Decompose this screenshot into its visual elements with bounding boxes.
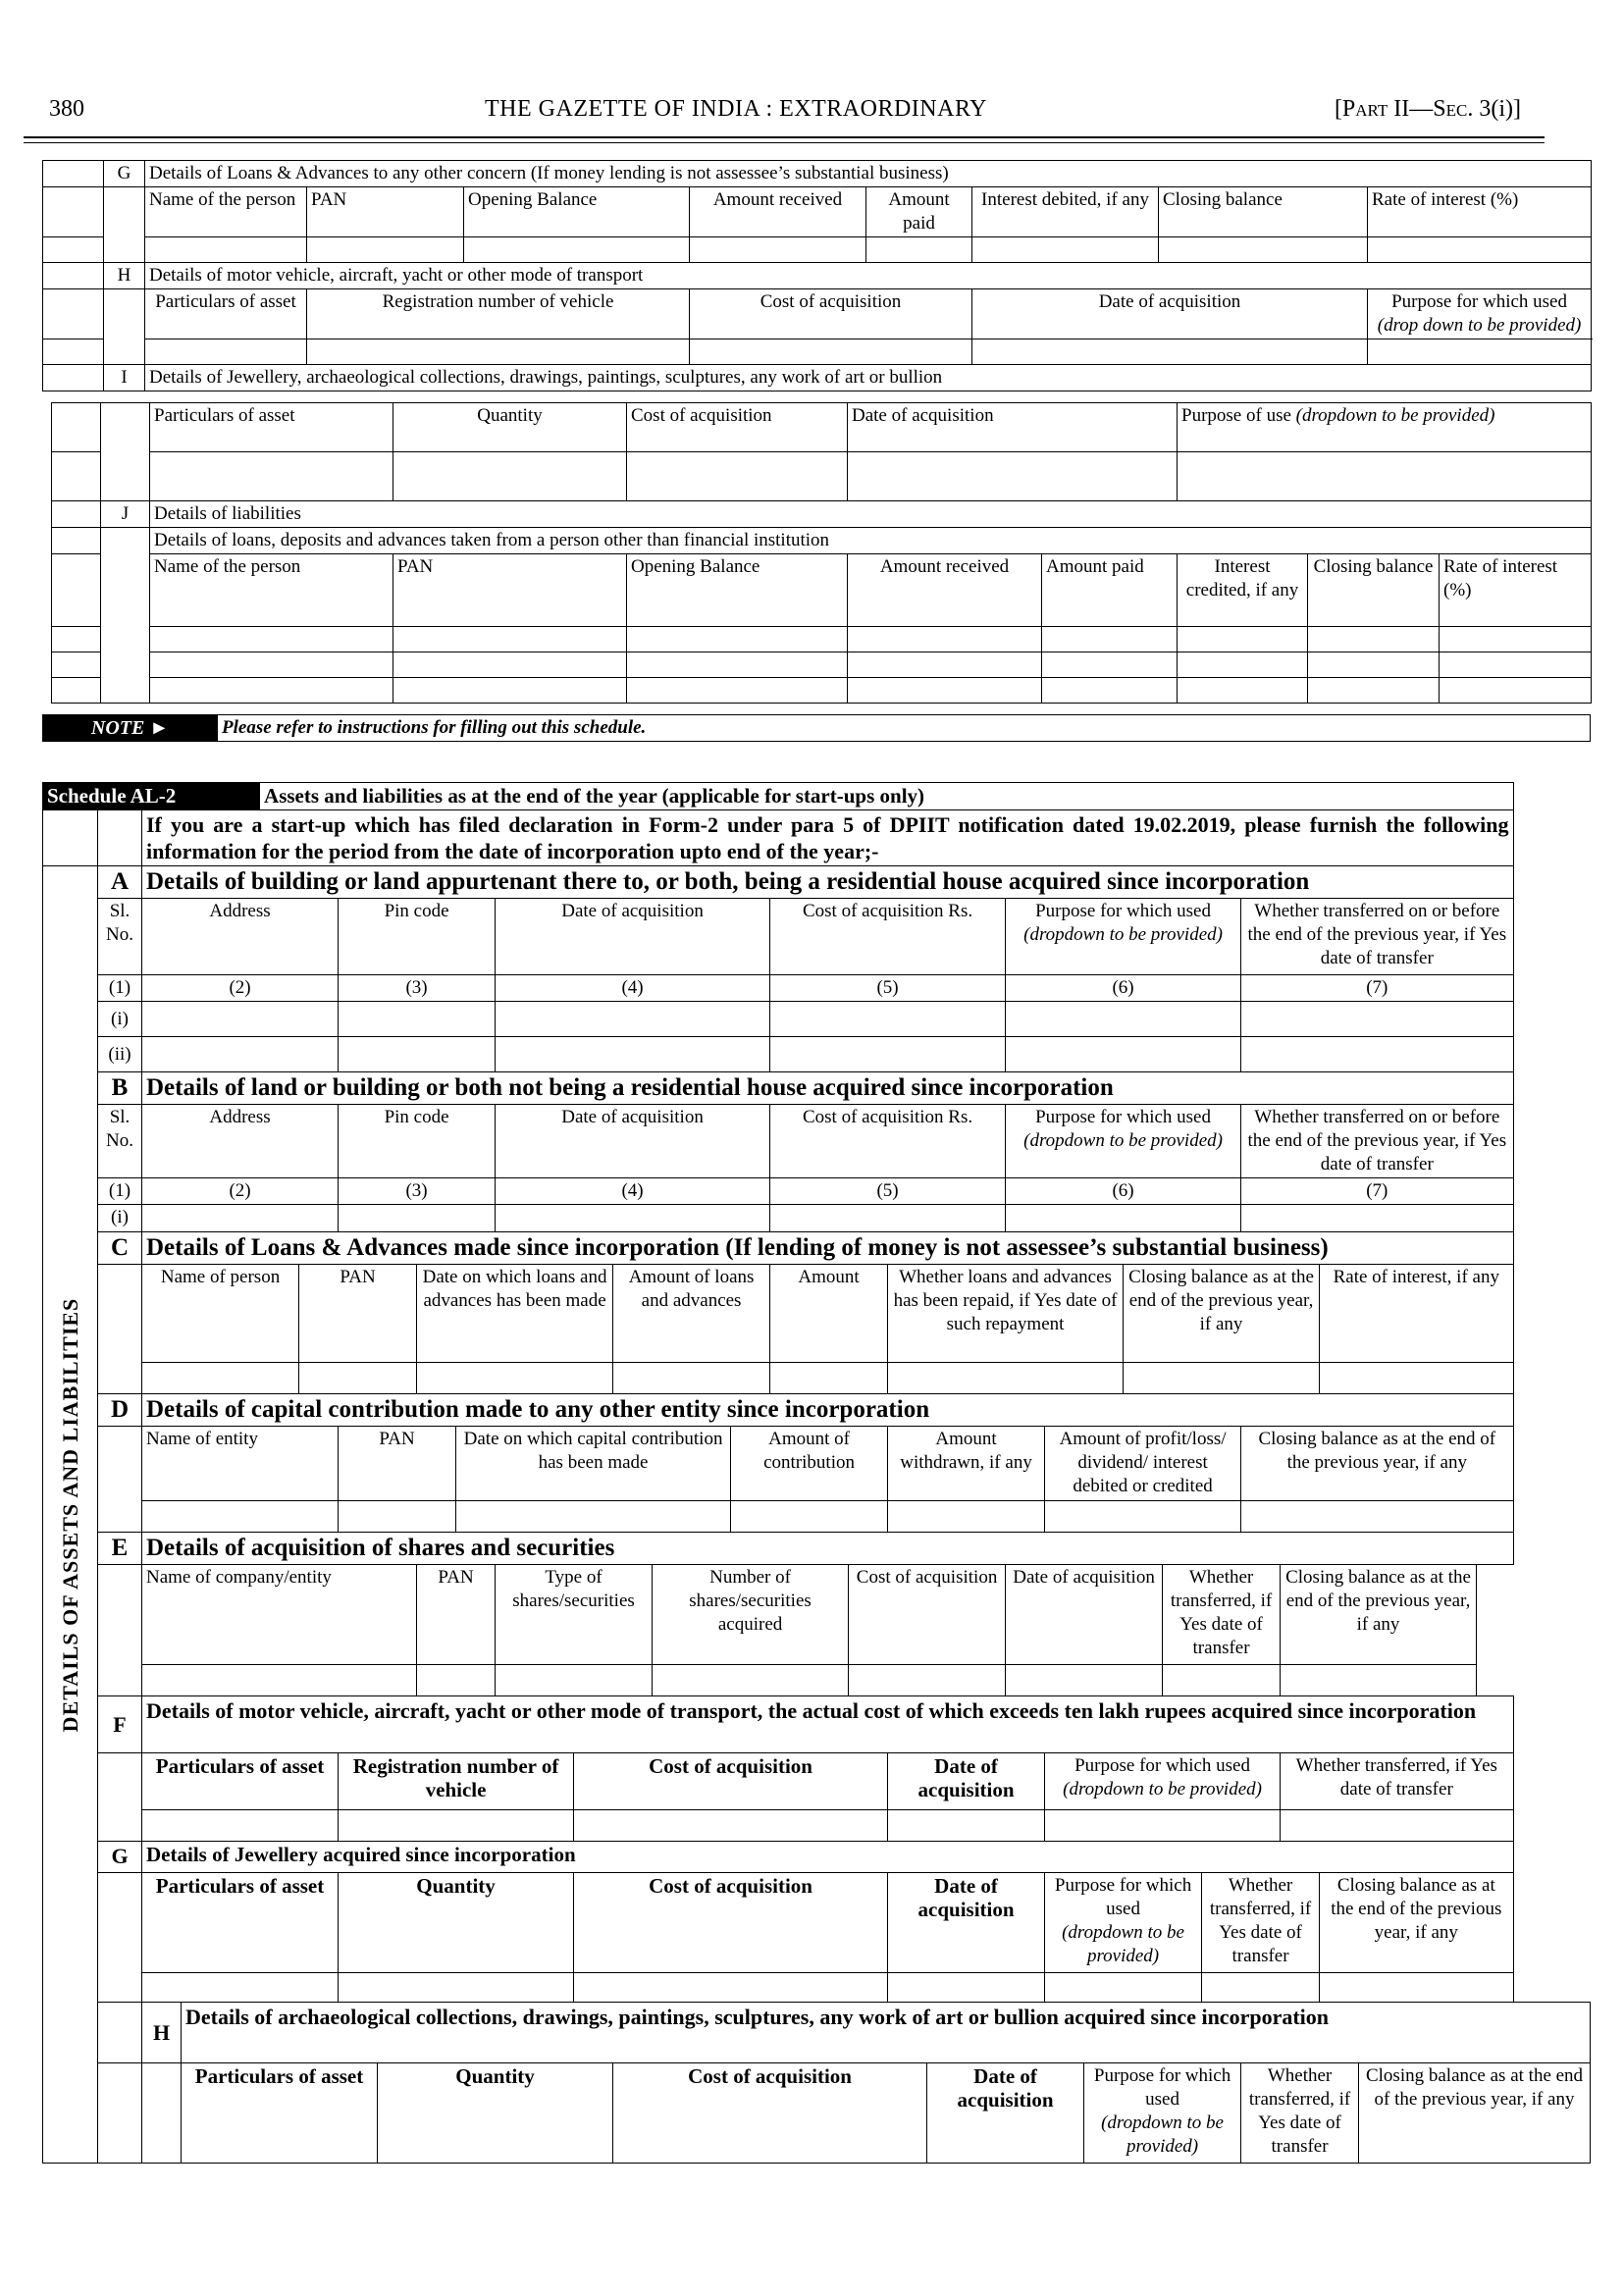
- column-header: Type of shares/securities: [496, 1565, 653, 1665]
- section-letter: G: [104, 161, 145, 187]
- column-header: Purpose for which used (dropdown to be provided): [1045, 1753, 1281, 1810]
- section-g-header-row: [43, 187, 1592, 237]
- column-header: Cost of acquisition Rs.: [770, 899, 1006, 975]
- section-d-header-row: [43, 1427, 1591, 1501]
- column-header: Purpose for which used (dropdown to be provided): [1006, 899, 1241, 975]
- side-label: DETAILS OF ASSETS AND LIABILITIES: [43, 866, 98, 2164]
- input-cell[interactable]: [417, 1665, 496, 1696]
- input-cell[interactable]: [848, 452, 1178, 501]
- section-h-title-row: [43, 2003, 1591, 2063]
- table-row: [52, 678, 1592, 704]
- column-header: Purpose for which used (dropdown to be provided): [1006, 1105, 1241, 1178]
- section-h-header-row: [43, 289, 1592, 339]
- input-cell[interactable]: [464, 237, 690, 263]
- input-cell[interactable]: [1178, 678, 1308, 704]
- input-cell[interactable]: [574, 1810, 888, 1842]
- column-header: PAN: [299, 1265, 417, 1363]
- input-cell[interactable]: [848, 627, 1042, 652]
- al1-table-lower: [51, 402, 1592, 704]
- input-cell[interactable]: [1045, 1501, 1241, 1533]
- input-cell[interactable]: [150, 652, 393, 678]
- section-i-title-row: [43, 365, 1592, 391]
- table-row: [43, 1665, 1591, 1696]
- input-cell[interactable]: [1178, 627, 1308, 652]
- input-cell[interactable]: [1241, 1501, 1513, 1533]
- column-header: Cost of acquisition: [574, 1753, 888, 1810]
- table-row: [43, 237, 1592, 263]
- table-row: [52, 627, 1592, 652]
- column-header: Number of shares/securities acquired: [653, 1565, 849, 1665]
- column-header: PAN: [393, 554, 627, 627]
- column-header: Rate of interest (%): [1368, 187, 1592, 237]
- input-cell[interactable]: [690, 339, 972, 365]
- table-row: [43, 1002, 1591, 1037]
- input-cell[interactable]: [731, 1501, 888, 1533]
- column-header: Purpose for which used (drop down to be provided): [1368, 289, 1592, 339]
- input-cell[interactable]: [888, 1810, 1045, 1842]
- input-cell[interactable]: [339, 1037, 496, 1072]
- input-cell[interactable]: [339, 1810, 574, 1842]
- section-c-title-row: [43, 1232, 1591, 1265]
- column-header: PAN: [307, 187, 464, 237]
- column-header: Sl. No.: [98, 899, 142, 975]
- input-cell[interactable]: [972, 237, 1159, 263]
- dropdown-note: (dropdown to be provided): [1295, 405, 1495, 426]
- section-letter: I: [104, 365, 145, 391]
- section-g-title-row: [43, 161, 1592, 187]
- column-header: Amount received: [690, 187, 866, 237]
- input-cell[interactable]: [1006, 1002, 1241, 1037]
- column-header: Date of acquisition: [972, 289, 1368, 339]
- input-cell[interactable]: [393, 627, 627, 652]
- input-cell[interactable]: [1178, 452, 1592, 501]
- column-header: Name of the person: [150, 554, 393, 627]
- table-row: [43, 1205, 1591, 1232]
- column-header: PAN: [417, 1565, 496, 1665]
- input-cell[interactable]: [848, 678, 1042, 704]
- column-header: Date of acquisition: [496, 1105, 770, 1178]
- input-cell[interactable]: [1241, 1037, 1513, 1072]
- section-h-header-row: [43, 2063, 1591, 2164]
- section-title: Details of Loans & Advances to any other concern (If money lending is not assessee’s substantial business): [145, 161, 1592, 187]
- column-number-row: (1) (2) (3) (4) (5) (6) (7): [43, 1178, 1591, 1205]
- column-header: Pin code: [339, 899, 496, 975]
- column-header: Amount: [770, 1265, 888, 1363]
- column-header: Address: [142, 1105, 339, 1178]
- input-cell[interactable]: [339, 1973, 574, 2003]
- input-cell[interactable]: [1045, 1810, 1281, 1842]
- part-section: [Part II—Sec. 3(i)]: [1334, 96, 1521, 122]
- column-header: Date of acquisition: [888, 1873, 1045, 1973]
- input-cell[interactable]: [770, 1002, 1006, 1037]
- section-letter: J: [101, 501, 150, 528]
- input-cell[interactable]: [627, 678, 848, 704]
- column-header: Date on which loans and advances has been made: [417, 1265, 613, 1363]
- intro-row: [43, 810, 1591, 866]
- input-cell[interactable]: [1163, 1665, 1281, 1696]
- column-header: Purpose of use (dropdown to be provided): [1178, 403, 1592, 452]
- column-header: Date of acquisition: [496, 899, 770, 975]
- input-cell[interactable]: [770, 1205, 1006, 1232]
- column-number-row: (1) (2) (3) (4) (5) (6) (7): [43, 975, 1591, 1002]
- column-header: Closing balance as at the end of the previous year, if any: [1281, 1565, 1477, 1665]
- column-header: Closing balance as at the end of the previous year, if any: [1124, 1265, 1320, 1363]
- section-subtitle: Details of loans, deposits and advances taken from a person other than financial institution: [150, 528, 1592, 554]
- column-header: Quantity: [339, 1873, 574, 1973]
- input-cell[interactable]: [339, 1002, 496, 1037]
- column-header: Whether transferred, if Yes date of transfer: [1241, 2063, 1359, 2164]
- input-cell[interactable]: [627, 627, 848, 652]
- dropdown-note: (dropdown to be provided): [1023, 924, 1223, 945]
- column-header: Amount received: [848, 554, 1042, 627]
- section-g-title-row: [43, 1842, 1591, 1873]
- input-cell[interactable]: [307, 237, 464, 263]
- input-cell[interactable]: [142, 1973, 339, 2003]
- schedule-title: Assets and liabilities as at the end of the year (applicable for start-ups only): [260, 783, 1513, 810]
- input-cell[interactable]: [142, 1501, 339, 1533]
- row-number: (ii): [98, 1037, 142, 1072]
- input-cell[interactable]: [1308, 652, 1440, 678]
- column-header: Amount of profit/loss/ dividend/ interest debited or credited: [1045, 1427, 1241, 1501]
- input-cell[interactable]: [1178, 652, 1308, 678]
- input-cell[interactable]: [1006, 1205, 1241, 1232]
- column-header: Amount withdrawn, if any: [888, 1427, 1045, 1501]
- column-header: Quantity: [393, 403, 627, 452]
- column-header: Date of acquisition: [888, 1753, 1045, 1810]
- input-cell[interactable]: [848, 652, 1042, 678]
- input-cell[interactable]: [1124, 1363, 1320, 1394]
- input-cell[interactable]: [1042, 627, 1178, 652]
- section-d-title-row: [43, 1394, 1591, 1427]
- input-cell[interactable]: [1368, 339, 1592, 365]
- section-g-header-row: [43, 1873, 1591, 1973]
- column-header: Closing balance as at the end of the previous year, if any: [1359, 2063, 1591, 2164]
- input-cell[interactable]: [888, 1501, 1045, 1533]
- dropdown-note: (dropdown to be provided): [1063, 1779, 1262, 1799]
- input-cell[interactable]: [1320, 1363, 1513, 1394]
- input-cell[interactable]: [150, 452, 393, 501]
- section-letter: F: [98, 1696, 142, 1753]
- section-e-header-row: [43, 1565, 1591, 1665]
- section-letter: H: [142, 2003, 182, 2063]
- column-header: Date on which capital contribution has been made: [456, 1427, 731, 1501]
- column-header: Sl. No.: [98, 1105, 142, 1178]
- input-cell[interactable]: [339, 1501, 456, 1533]
- input-cell[interactable]: [690, 237, 866, 263]
- section-title: Details of Jewellery, archaeological collections, drawings, paintings, sculptures, any work of art or bullion: [145, 365, 1592, 391]
- column-header: Cost of acquisition Rs.: [770, 1105, 1006, 1178]
- input-cell[interactable]: [142, 1205, 339, 1232]
- column-header: Registration number of vehicle: [307, 289, 690, 339]
- input-cell[interactable]: [1045, 1973, 1202, 2003]
- column-header: Date of acquisition: [927, 2063, 1084, 2164]
- input-cell[interactable]: [1308, 678, 1440, 704]
- input-cell[interactable]: [496, 1002, 770, 1037]
- dropdown-note: (dropdown to be provided): [1023, 1130, 1223, 1151]
- column-header: Particulars of asset: [145, 289, 307, 339]
- column-header: Date of acquisition: [1006, 1565, 1163, 1665]
- input-cell[interactable]: [393, 452, 627, 501]
- input-cell[interactable]: [613, 1363, 770, 1394]
- section-letter: C: [98, 1232, 142, 1265]
- section-letter: E: [98, 1533, 142, 1565]
- table-row: [52, 652, 1592, 678]
- input-cell[interactable]: [417, 1363, 613, 1394]
- input-cell[interactable]: [574, 1973, 888, 2003]
- section-title: Details of archaeological collections, drawings, paintings, sculptures, any work of art or bullion acquired since incorporation: [182, 2003, 1591, 2063]
- input-cell[interactable]: [770, 1037, 1006, 1072]
- schedule-al2-table: [42, 782, 1591, 2164]
- column-header: Purpose for which used (dropdown to be provided): [1045, 1873, 1202, 1973]
- section-title: Details of land or building or both not being a residential house acquired since incorporation: [142, 1072, 1514, 1105]
- input-cell[interactable]: [1159, 237, 1368, 263]
- column-header: Interest debited, if any: [972, 187, 1159, 237]
- input-cell[interactable]: [1042, 678, 1178, 704]
- column-header: Name of entity: [142, 1427, 339, 1501]
- input-cell[interactable]: [972, 339, 1368, 365]
- section-j-subtitle-row: [52, 528, 1592, 554]
- column-header: Closing balance: [1159, 187, 1368, 237]
- section-a-title-row: [43, 866, 1591, 899]
- column-header: Cost of acquisition: [574, 1873, 888, 1973]
- input-cell[interactable]: [142, 1037, 339, 1072]
- section-title: Details of building or land appurtenant there to, or both, being a residential house acquired since incorporation: [142, 866, 1514, 899]
- column-header: Whether transferred, if Yes date of transfer: [1281, 1753, 1513, 1810]
- intro-text: If you are a start-up which has filed declaration in Form-2 under para 5 of DPIIT notification dated 19.02.2019, please furnish the following information for the period from the date of incorporation upto end of the year;-: [142, 810, 1514, 866]
- section-b-title-row: [43, 1072, 1591, 1105]
- column-header: Whether transferred, if Yes date of transfer: [1202, 1873, 1320, 1973]
- row-number: (i): [98, 1205, 142, 1232]
- column-header: Whether transferred on or before the end of the previous year, if Yes date of transfer: [1241, 899, 1513, 975]
- page-number: 380: [49, 96, 84, 122]
- column-header: Opening Balance: [464, 187, 690, 237]
- table-row: [52, 452, 1592, 501]
- column-header: Amount of loans and advances: [613, 1265, 770, 1363]
- section-c-header-row: [43, 1265, 1591, 1363]
- column-header: Address: [142, 899, 339, 975]
- column-header: PAN: [339, 1427, 456, 1501]
- table-row: [43, 1810, 1591, 1842]
- input-cell[interactable]: [770, 1363, 888, 1394]
- input-cell[interactable]: [496, 1037, 770, 1072]
- input-cell[interactable]: [142, 1665, 417, 1696]
- dropdown-note: (drop down to be provided): [1377, 315, 1582, 336]
- section-f-header-row: [43, 1753, 1591, 1810]
- table-row: [43, 1037, 1591, 1072]
- column-header: Rate of interest (%): [1440, 554, 1592, 627]
- input-cell[interactable]: [496, 1665, 653, 1696]
- column-header: Cost of acquisition: [849, 1565, 1006, 1665]
- al1-table-upper: [42, 160, 1592, 391]
- table-row: [43, 1501, 1591, 1533]
- column-header: Pin code: [339, 1105, 496, 1178]
- column-header: Purpose for which used (dropdown to be provided): [1084, 2063, 1241, 2164]
- input-cell[interactable]: [145, 339, 307, 365]
- input-cell[interactable]: [1006, 1665, 1163, 1696]
- input-cell[interactable]: [496, 1205, 770, 1232]
- page-header: [49, 96, 1521, 131]
- note-bar: [42, 714, 1591, 742]
- column-header: Interest credited, if any: [1178, 554, 1308, 627]
- input-cell[interactable]: [888, 1973, 1045, 2003]
- column-header: Amount of contribution: [731, 1427, 888, 1501]
- dropdown-note: (dropdown to be provided): [1062, 1922, 1184, 1966]
- input-cell[interactable]: [1308, 627, 1440, 652]
- section-e-title-row: [43, 1533, 1591, 1565]
- input-cell[interactable]: [142, 1002, 339, 1037]
- section-title: Details of capital contribution made to any other entity since incorporation: [142, 1394, 1514, 1427]
- section-letter: A: [98, 866, 142, 899]
- section-letter: B: [98, 1072, 142, 1105]
- input-cell[interactable]: [1368, 237, 1592, 263]
- input-cell[interactable]: [653, 1665, 849, 1696]
- column-header: Name of person: [142, 1265, 299, 1363]
- column-header: Closing balance as at the end of the previous year, if any: [1241, 1427, 1513, 1501]
- input-cell[interactable]: [456, 1501, 731, 1533]
- input-cell[interactable]: [1281, 1665, 1477, 1696]
- column-header: Closing balance as at the end of the previous year, if any: [1320, 1873, 1513, 1973]
- input-cell[interactable]: [849, 1665, 1006, 1696]
- input-cell[interactable]: [142, 1810, 339, 1842]
- section-letter: G: [98, 1842, 142, 1873]
- table-row: [43, 1363, 1591, 1394]
- input-cell[interactable]: [393, 678, 627, 704]
- input-cell[interactable]: [1320, 1973, 1513, 2003]
- section-a-header-row: [43, 899, 1591, 975]
- gazette-title: THE GAZETTE OF INDIA : EXTRAORDINARY: [485, 96, 987, 122]
- section-j-title-row: [52, 501, 1592, 528]
- input-cell[interactable]: [150, 627, 393, 652]
- column-header: Cost of acquisition: [613, 2063, 927, 2164]
- input-cell[interactable]: [299, 1363, 417, 1394]
- column-header: Cost of acquisition: [690, 289, 972, 339]
- section-title: Details of motor vehicle, aircraft, yacht or other mode of transport, the actual cost of which exceeds ten lakh rupees acquired since incorporation: [142, 1696, 1514, 1753]
- input-cell[interactable]: [1241, 1002, 1513, 1037]
- input-cell[interactable]: [1281, 1810, 1513, 1842]
- section-letter: H: [104, 263, 145, 289]
- section-title: Details of liabilities: [150, 501, 1592, 528]
- column-header: Closing balance: [1308, 554, 1440, 627]
- schedule-title-row: [43, 783, 1591, 810]
- input-cell[interactable]: [1440, 627, 1592, 652]
- column-header: Amount paid: [1042, 554, 1178, 627]
- section-title: Details of motor vehicle, aircraft, yacht or other mode of transport: [145, 263, 1592, 289]
- column-header: Name of company/entity: [142, 1565, 417, 1665]
- input-cell[interactable]: [1440, 652, 1592, 678]
- dropdown-note: (dropdown to be provided): [1101, 2112, 1224, 2157]
- column-header: Whether transferred on or before the end of the previous year, if Yes date of transfer: [1241, 1105, 1513, 1178]
- input-cell[interactable]: [1042, 652, 1178, 678]
- column-header: Amount paid: [866, 187, 972, 237]
- input-cell[interactable]: [142, 1363, 299, 1394]
- section-i-header-row: [52, 403, 1592, 452]
- column-header: Date of acquisition: [848, 403, 1178, 452]
- section-letter: D: [98, 1394, 142, 1427]
- section-title: Details of acquisition of shares and securities: [142, 1533, 1514, 1565]
- schedule-label: Schedule AL-2: [43, 783, 260, 810]
- section-title: Details of Loans & Advances made since incorporation (If lending of money is not assessee’s substantial business): [142, 1232, 1514, 1265]
- column-header: Particulars of asset: [150, 403, 393, 452]
- input-cell[interactable]: [150, 678, 393, 704]
- input-cell[interactable]: [1241, 1205, 1513, 1232]
- column-header: Rate of interest, if any: [1320, 1265, 1513, 1363]
- column-header: Opening Balance: [627, 554, 848, 627]
- input-cell[interactable]: [1202, 1973, 1320, 2003]
- table-row: [43, 339, 1592, 365]
- input-cell[interactable]: [393, 652, 627, 678]
- input-cell[interactable]: [1440, 678, 1592, 704]
- input-cell[interactable]: [627, 652, 848, 678]
- section-b-header-row: [43, 1105, 1591, 1178]
- column-header: Particulars of asset: [182, 2063, 378, 2164]
- header-rule: [24, 136, 1545, 138]
- section-f-title-row: [43, 1696, 1591, 1753]
- note-label: NOTE ►: [43, 715, 218, 742]
- column-header: Cost of acquisition: [627, 403, 848, 452]
- section-h-title-row: [43, 263, 1592, 289]
- input-cell[interactable]: [866, 237, 972, 263]
- column-header: Whether loans and advances has been repaid, if Yes date of such repayment: [888, 1265, 1124, 1363]
- column-header: Whether transferred, if Yes date of transfer: [1163, 1565, 1281, 1665]
- input-cell[interactable]: [145, 237, 307, 263]
- input-cell[interactable]: [339, 1205, 496, 1232]
- input-cell[interactable]: [888, 1363, 1124, 1394]
- column-header: Particulars of asset: [142, 1753, 339, 1810]
- section-j-header-row: [52, 554, 1592, 627]
- column-header: Particulars of asset: [142, 1873, 339, 1973]
- row-number: (i): [98, 1002, 142, 1037]
- section-title: Details of Jewellery acquired since incorporation: [142, 1842, 1514, 1873]
- column-header: Quantity: [378, 2063, 613, 2164]
- header-rule-thin: [24, 142, 1545, 143]
- column-header: Registration number of vehicle: [339, 1753, 574, 1810]
- column-header: Name of the person: [145, 187, 307, 237]
- input-cell[interactable]: [307, 339, 690, 365]
- input-cell[interactable]: [627, 452, 848, 501]
- note-text: Please refer to instructions for filling out this schedule.: [218, 715, 1591, 742]
- input-cell[interactable]: [1006, 1037, 1241, 1072]
- table-row: [43, 1973, 1591, 2003]
